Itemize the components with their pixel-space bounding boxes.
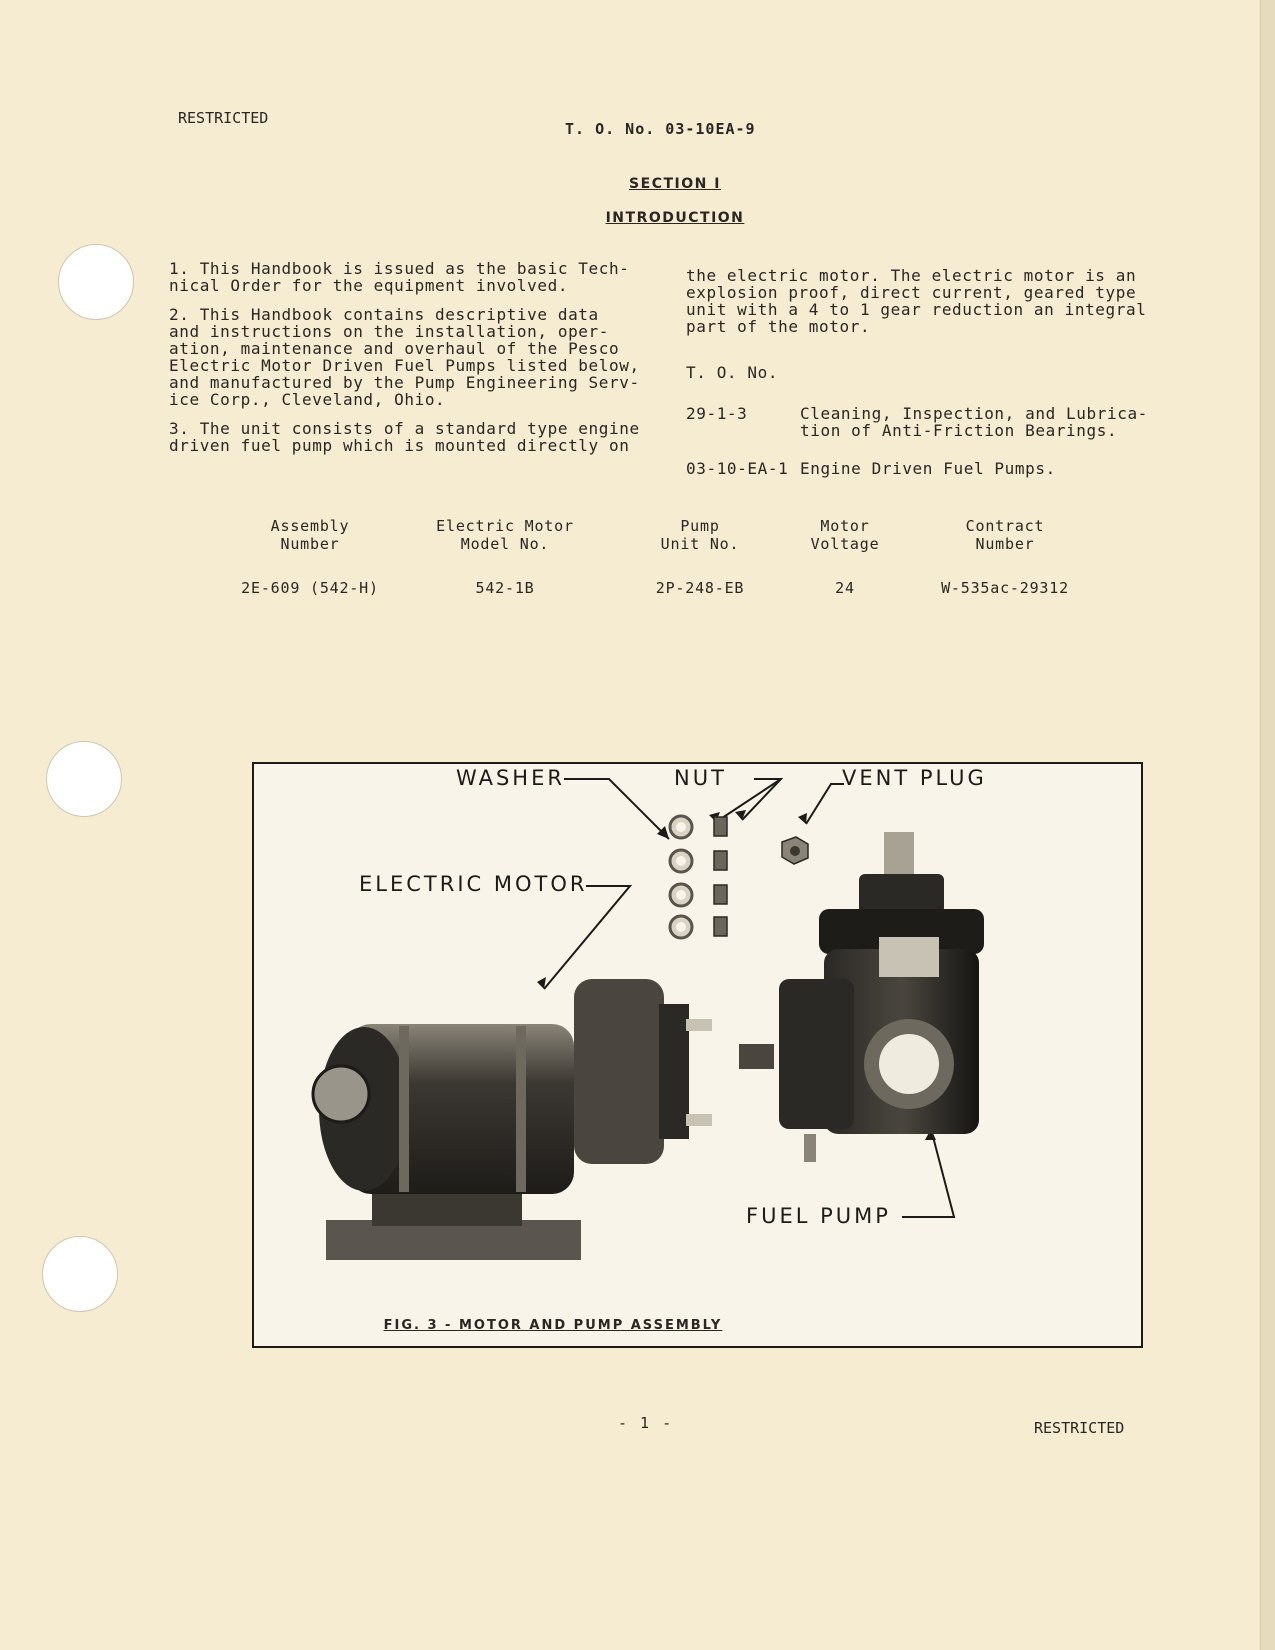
section-subtitle: INTRODUCTION bbox=[605, 210, 745, 226]
column-header: Electric Motor Model No. bbox=[436, 517, 574, 553]
document-number: T. O. No. 03-10EA-9 bbox=[565, 120, 756, 138]
page-number: - 1 - bbox=[618, 1414, 674, 1432]
motor-pump-illustration bbox=[254, 764, 1141, 1346]
text-line: and instructions on the installation, oper- bbox=[169, 322, 610, 341]
paragraph-1 bbox=[169, 260, 640, 294]
paragraph-3-continued bbox=[686, 267, 1146, 335]
text-line: Electric Motor Driven Fuel Pumps listed below, bbox=[169, 356, 640, 375]
page-edge bbox=[1260, 0, 1275, 1650]
table-cell: W-535ac-29312 bbox=[941, 579, 1069, 597]
binder-hole-top bbox=[58, 244, 134, 320]
fuel-pump bbox=[739, 832, 984, 1162]
table-cell: 24 bbox=[835, 579, 855, 597]
binder-hole-middle bbox=[46, 741, 122, 817]
figure-caption: FIG. 3 - MOTOR AND PUMP ASSEMBLY bbox=[383, 1318, 723, 1333]
label-electric-motor: ELECTRIC MOTOR bbox=[359, 872, 588, 896]
assembly-table bbox=[225, 517, 1105, 597]
table-cell: 2E-609 (542-H) bbox=[241, 579, 379, 597]
reference-number: 29-1-3 bbox=[686, 404, 748, 423]
washer-set bbox=[670, 816, 692, 938]
text-line: the electric motor. The electric motor is an bbox=[686, 266, 1137, 285]
figure-frame bbox=[252, 762, 1143, 1348]
reference-header: T. O. No. bbox=[686, 363, 779, 382]
text-line: nical Order for the equipment involved. bbox=[169, 276, 569, 295]
text-line: unit with a 4 to 1 gear reduction an integral bbox=[686, 300, 1147, 319]
vent-plug bbox=[782, 837, 808, 864]
text-line: 2. This Handbook contains descriptive data bbox=[169, 305, 599, 324]
electric-motor bbox=[313, 979, 712, 1260]
binder-hole-bottom bbox=[42, 1236, 118, 1312]
column-header: Contract Number bbox=[965, 517, 1045, 553]
label-fuel-pump: FUEL PUMP bbox=[746, 1204, 891, 1228]
text-line: 1. This Handbook is issued as the basic Tech- bbox=[169, 259, 630, 278]
text-line: ation, maintenance and overhaul of the Pesco bbox=[169, 339, 620, 358]
label-washer: WASHER bbox=[456, 766, 565, 790]
nut-set bbox=[714, 817, 727, 936]
reference-title: Engine Driven Fuel Pumps. bbox=[800, 459, 1056, 478]
table-cell: 2P-248-EB bbox=[655, 579, 745, 597]
table-header-row bbox=[225, 517, 1105, 579]
label-vent-plug: VENT PLUG bbox=[842, 766, 987, 790]
text-line: ice Corp., Cleveland, Ohio. bbox=[169, 390, 446, 409]
text-line: and manufactured by the Pump Engineering Serv- bbox=[169, 373, 640, 392]
paragraph-3 bbox=[169, 420, 640, 454]
label-nut: NUT bbox=[674, 766, 727, 790]
right-column bbox=[686, 267, 1146, 347]
text-line: part of the motor. bbox=[686, 317, 871, 336]
table-cell: 542-1B bbox=[475, 579, 535, 597]
column-header: Pump Unit No. bbox=[660, 517, 740, 553]
text-line: tion of Anti-Friction Bearings. bbox=[800, 421, 1118, 440]
text-line: driven fuel pump which is mounted directly on bbox=[169, 436, 630, 455]
paragraph-2 bbox=[169, 306, 640, 408]
left-column bbox=[169, 260, 640, 466]
table-row bbox=[225, 579, 1105, 597]
reference-number: 03-10-EA-1 bbox=[686, 459, 789, 478]
header-restricted: RESTRICTED bbox=[178, 109, 269, 127]
reference-title bbox=[800, 405, 1148, 439]
column-header: Motor Voltage bbox=[810, 517, 880, 553]
text-line: Cleaning, Inspection, and Lubrica- bbox=[800, 404, 1148, 423]
column-header: Assembly Number bbox=[270, 517, 350, 553]
footer-restricted: RESTRICTED bbox=[1034, 1419, 1125, 1437]
section-title: SECTION I bbox=[629, 176, 721, 192]
text-line: explosion proof, direct current, geared type bbox=[686, 283, 1137, 302]
text-line: 3. The unit consists of a standard type engine bbox=[169, 419, 640, 438]
